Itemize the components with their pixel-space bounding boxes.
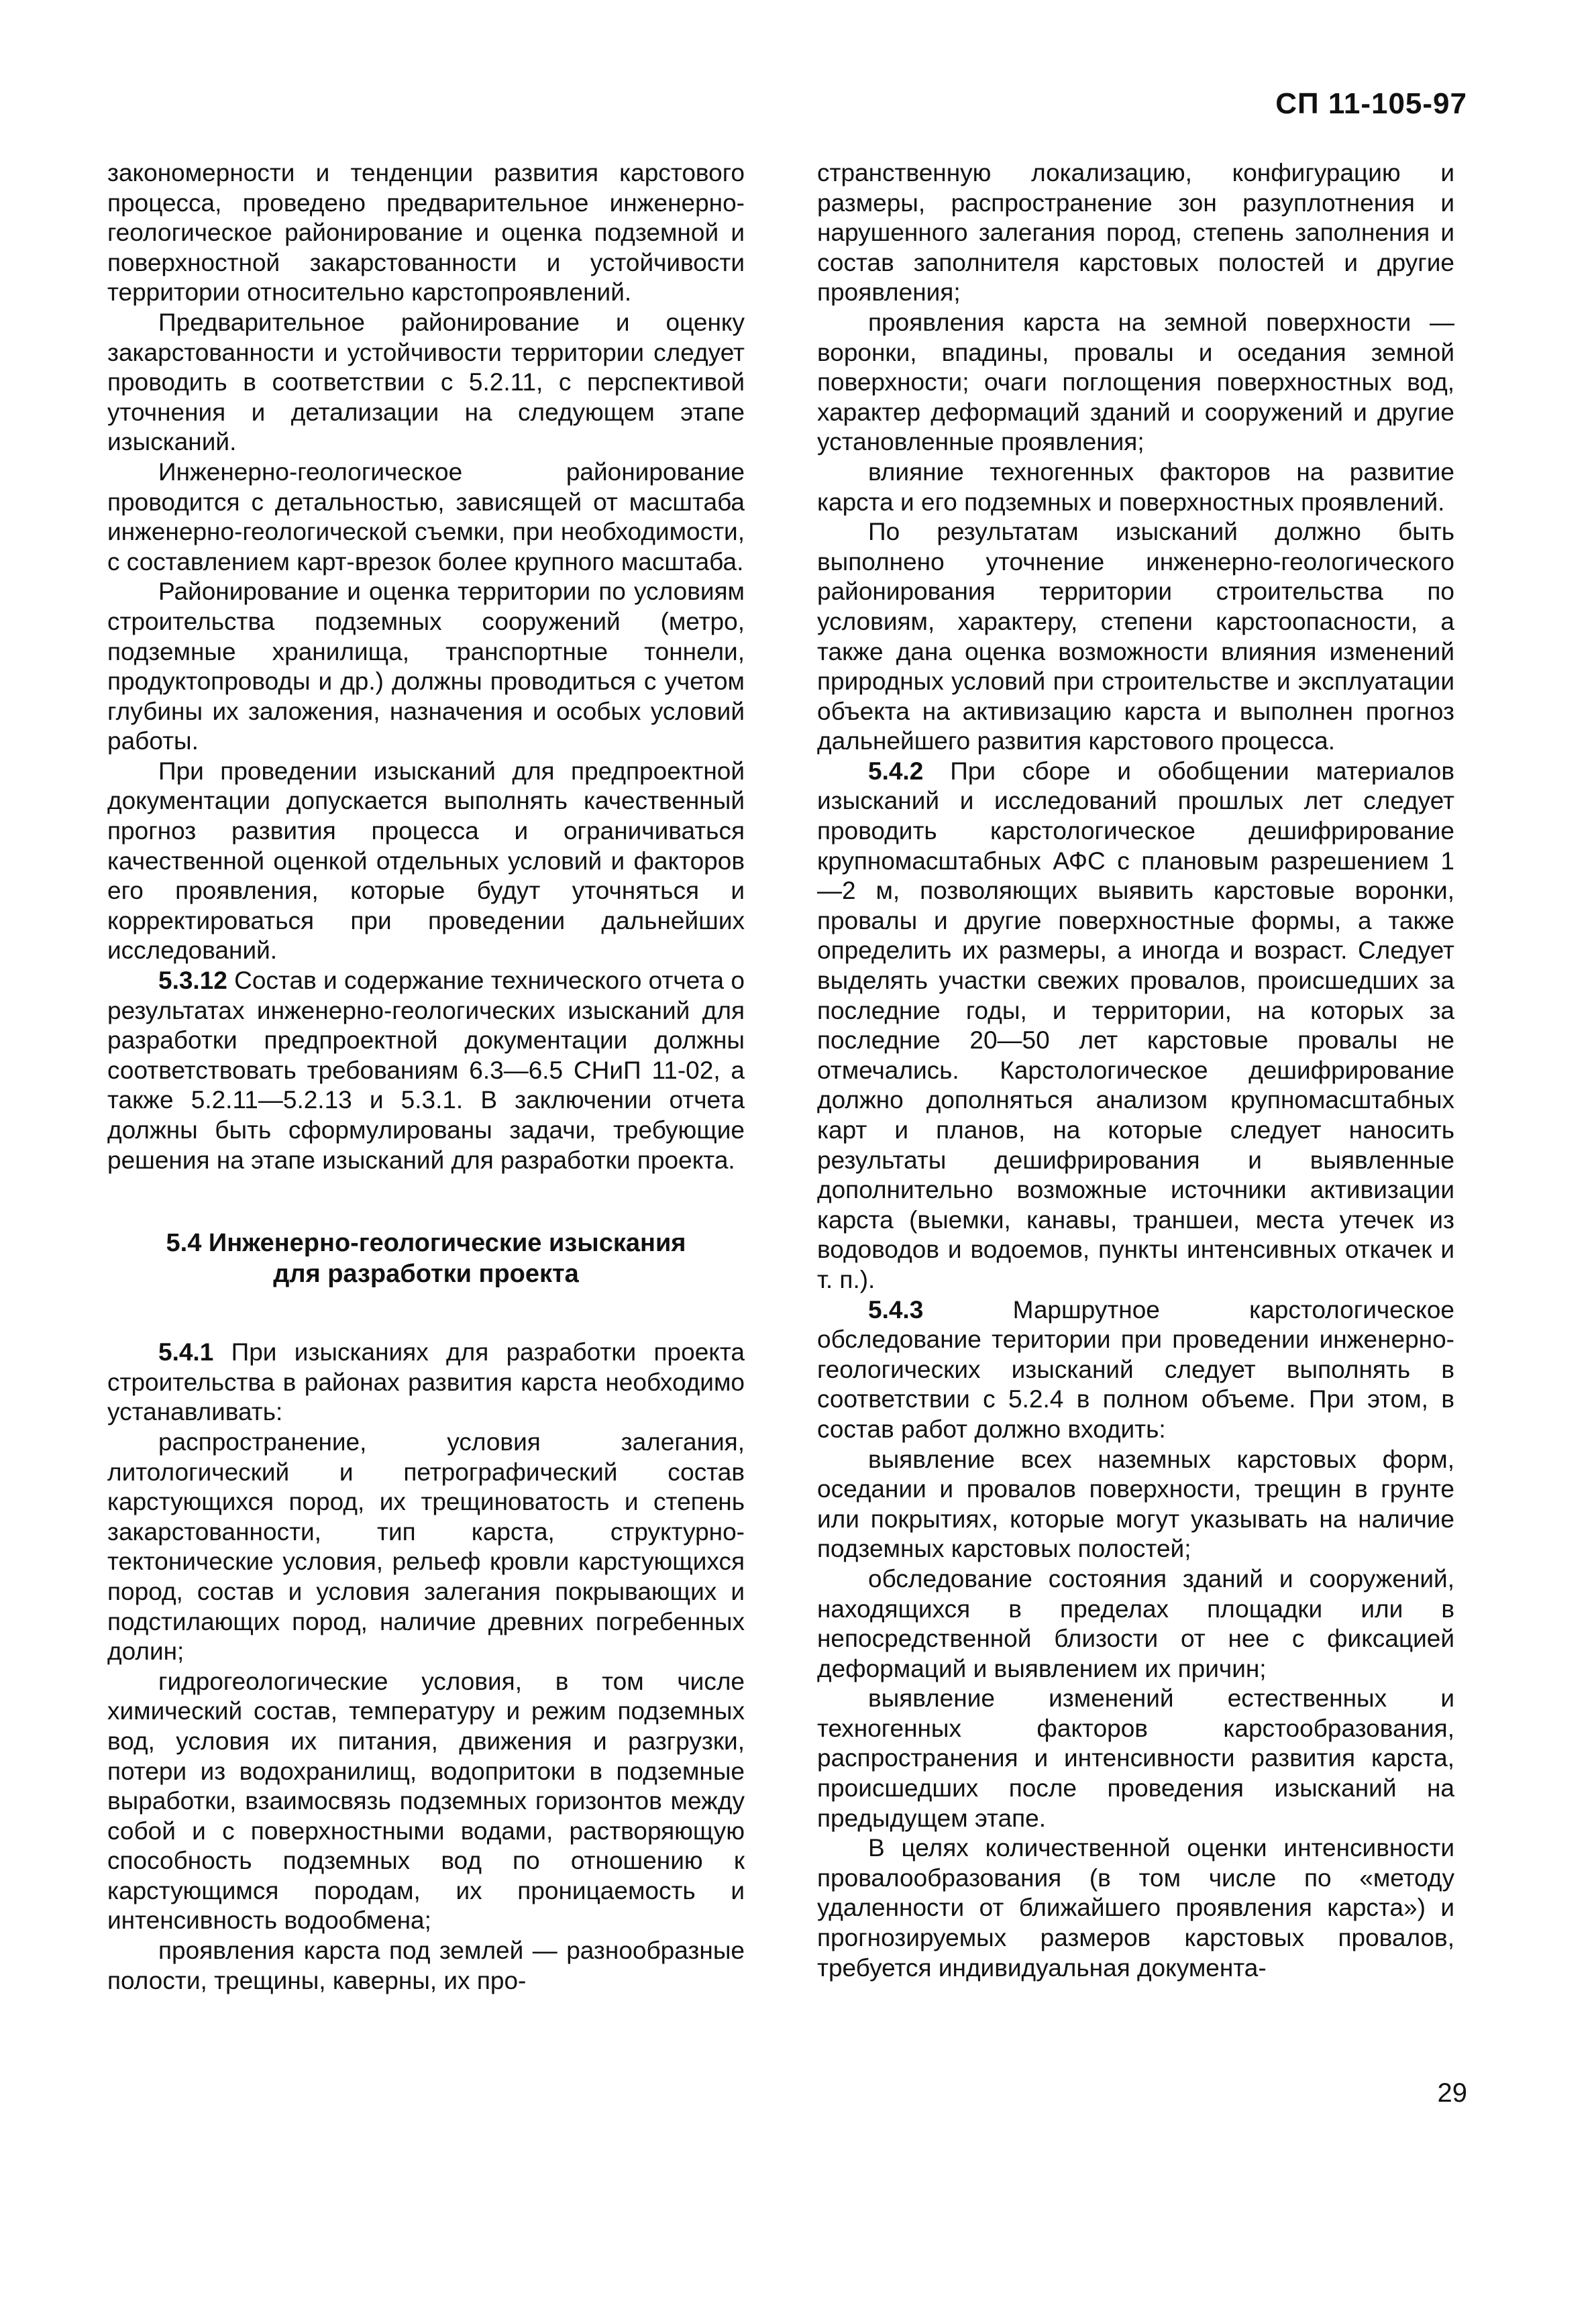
paragraph bbox=[817, 1295, 1454, 1445]
clause-text: При изысканиях для разработки проекта строительства в районах развития карста необходимо устанавливать: bbox=[107, 1338, 745, 1426]
right-column bbox=[817, 158, 1454, 1983]
paragraph: распространение, условия залегания, литологический и петрографический состав карстующихся пород, их трещиноватость и степень закарстованности, тип карста, структурно-тектонические условия, рельеф кровли карстующихся пород, состав и условия залегания покрывающих и подстилающих пород, наличие древних погребенных долин; bbox=[107, 1428, 745, 1666]
clause-number: 5.4.3 bbox=[868, 1295, 924, 1324]
paragraph: обследование состояния зданий и сооружений, находящихся в пределах площадки или в непосредственной близости от нее с фиксацией деформаций и выявлением их причин; bbox=[817, 1564, 1454, 1682]
section-heading-line: для разработки проекта bbox=[273, 1260, 579, 1289]
page-number: 29 bbox=[1437, 2078, 1467, 2108]
clause-text: Маршрутное карстологическое обследование територии при проведении инженерно-геологических изысканий следует выполнять в соответствии с 5.2.4 в полном объеме. При этом, в состав работ должно входить: bbox=[817, 1295, 1454, 1443]
paragraph: Районирование и оценка территории по условиям строительства подземных сооружений (метро, подземные хранилища, транспортные тоннели, продуктопроводы и др.) должны проводиться с учетом глубины их заложения, назначения и особых условий работы. bbox=[107, 578, 745, 755]
page-header-code: СП 11-105-97 bbox=[1275, 87, 1467, 120]
clause-number: 5.4.1 bbox=[158, 1338, 214, 1366]
clause-number: 5.4.2 bbox=[868, 757, 924, 785]
paragraph: Предварительное районирование и оценку закарстованности и устойчивости территории следует проводить в соответствии с 5.2.11, с перспективой уточнения и детализации на следующем этапе изысканий. bbox=[107, 308, 745, 456]
paragraph: выявление всех наземных карстовых форм, оседании и провалов поверхности, трещин в грунте или покрытиях, которые могут указывать на наличие подземных карстовых полостей; bbox=[817, 1445, 1454, 1563]
paragraph: проявления карста под землей — разнообразные полости, трещины, каверны, их про- bbox=[107, 1937, 745, 1994]
section-heading-line: 5.4 Инженерно-геологические изыскания bbox=[166, 1229, 686, 1258]
paragraph: влияние техногенных факторов на развитие карста и его подземных и поверхностных проявлений. bbox=[817, 458, 1454, 516]
paragraph bbox=[107, 1338, 745, 1428]
paragraph: В целях количественной оценки интенсивности провалообразования (в том числе по «методу удаленности от ближайшего проявления карста») и прогнозируемых размеров карстовых провалов, требуется индивидуальная документа- bbox=[817, 1834, 1454, 1982]
left-column bbox=[107, 158, 745, 1996]
section-heading bbox=[107, 1228, 745, 1289]
paragraph: выявление изменений естественных и техногенных факторов карстообразования, распространения и интенсивности развития карста, происшедших после проведения изысканий на предыдущем этапе. bbox=[817, 1684, 1454, 1832]
clause-text: Состав и содержание технического отчета о результатах инженерно-геологических изысканий для разработки предпроектной документации должны соответствовать требованиям 6.3—6.5 СНиП 11-02, а также 5.2.11—5.2.13 и 5.3.1. В заключении отчета должны быть сформулированы задачи, требующие решения на этапе изысканий для разработки проекта. bbox=[107, 967, 745, 1174]
paragraph: странственную локализацию, конфигурацию и размеры, распространение зон разуплотнения и нарушенного залегания пород, степень заполнения и состав заполнителя карстовых полостей и другие проявления; bbox=[817, 159, 1454, 307]
paragraph: При проведении изысканий для предпроектной документации допускается выполнять качественный прогноз развития процесса и ограничиваться качественной оценкой отдельных условий и факторов его проявления, которые будут уточняться и корректироваться при проведении дальнейших исследований. bbox=[107, 757, 745, 965]
clause-text: При сборе и обобщении материалов изысканий и исследований прошлых лет следует проводить карстологическое дешифрирование крупномасштабных АФС с плановым разрешением 1—2 м, позволяющих выявить карстовые воронки, провалы и другие поверхностные формы, а также определить их размеры, а иногда и возраст. Следует выделять участки свежих провалов, происшедших за последние годы, и территории, на которых за последние 20—50 лет карстовые провалы не отмечались. Карстологическое дешифрирование должно дополняться анализом крупномасштабных карт и планов, на которые следует наносить результаты дешифрирования и выявленные дополнительно возможные источники активизации карста (выемки, канавы, траншеи, места утечек из водоводов и водоемов, пункты интенсивных откачек и т. п.). bbox=[817, 757, 1454, 1293]
paragraph: гидрогеологические условия, в том числе химический состав, температуру и режим подземных вод, условия их питания, движения и разгрузки, потери из водохранилищ, водопритоки в подземные выработки, взаимосвязь подземных горизонтов между собой и с поверхностными водами, растворяющую способность подземных вод по отношению к карстующимся породам, их проницаемость и интенсивность водообмена; bbox=[107, 1667, 745, 1935]
clause-number: 5.3.12 bbox=[158, 967, 227, 995]
paragraph: Инженерно-геологическое районирование проводится с детальностью, зависящей от масштаба инженерно-геологической съемки, при необходимости, с составлением карт-врезок более крупного масштаба. bbox=[107, 458, 745, 576]
paragraph bbox=[107, 966, 745, 1175]
paragraph bbox=[817, 757, 1454, 1295]
paragraph: закономерности и тенденции развития карстового процесса, проведено предварительное инженерно-геологическое районирование и оценка подземной и поверхностной закарстованности и устойчивости территории относительно карстопроявлений. bbox=[107, 159, 745, 307]
paragraph: По результатам изысканий должно быть выполнено уточнение инженерно-геологического районирования территории строительства по условиям, характеру, степени карстоопасности, а также дана оценка возможности влияния изменений природных условий при строительстве и эксплуатации объекта на активизацию карста и выполнен прогноз дальнейшего развития карстового процесса. bbox=[817, 518, 1454, 755]
paragraph: проявления карста на земной поверхности — воронки, впадины, провалы и оседания земной поверхности; очаги поглощения поверхностных вод, характер деформаций зданий и сооружений и другие установленные проявления; bbox=[817, 308, 1454, 456]
